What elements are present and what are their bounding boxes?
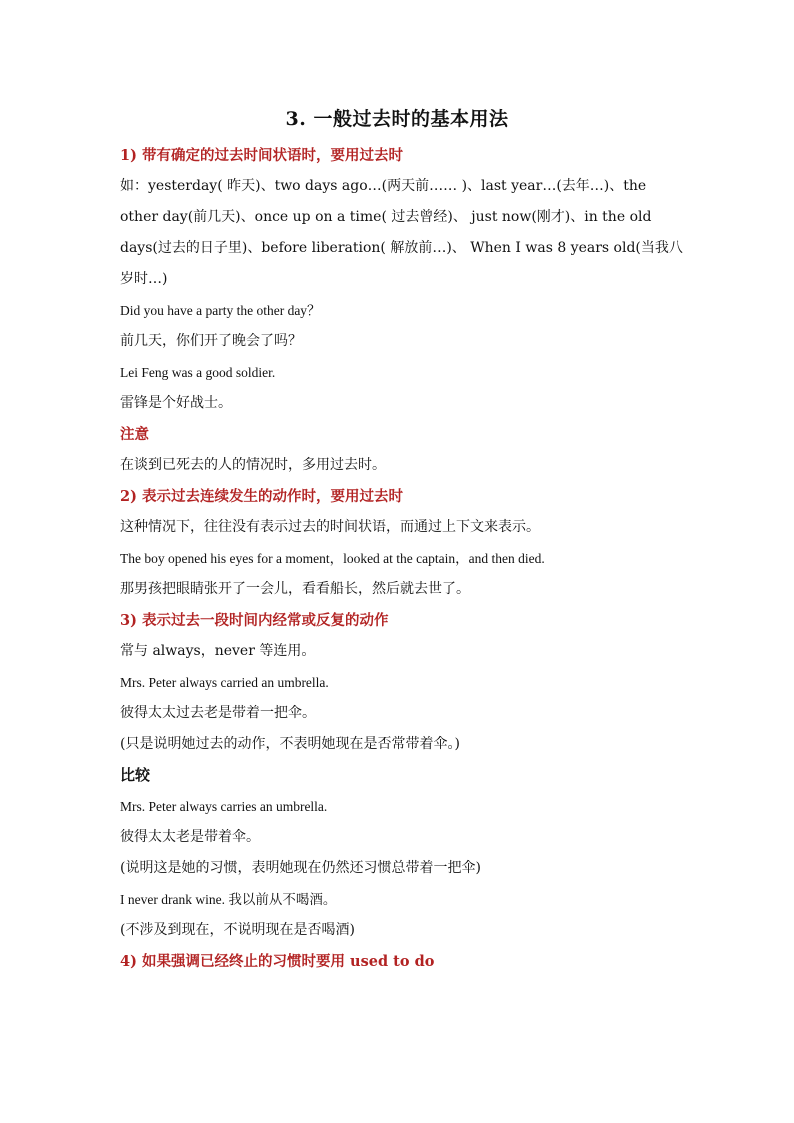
text-line: (不涉及到现在，不说明现在是否喝酒): [120, 922, 355, 938]
text-line: (说明这是她的习惯，表明她现在仍然还习惯总带着一把伞): [120, 860, 481, 876]
document-title: 3. 一般过去时的基本用法: [285, 108, 509, 130]
example-sentence: I never drank wine. 我以前从不喝酒。: [120, 892, 337, 907]
text-line: days(过去的日子里)、before liberation( 解放前…)、 When I was 8 years old(当我八: [120, 240, 683, 256]
text-line: 如：yesterday( 昨天)、two days ago…(两天前…… )、last year…(去年…)、the: [120, 178, 647, 194]
text-line: 这种情况下，往往没有表示过去的时间状语，而通过上下文来表示。: [120, 519, 540, 535]
section-heading: 3) 表示过去一段时间内经常或反复的动作: [120, 612, 389, 629]
text-line: 那男孩把眼睛张开了一会儿，看看船长，然后就去世了。: [120, 581, 470, 597]
example-sentence: Mrs. Peter always carried an umbrella.: [120, 675, 329, 690]
text-line: (只是说明她过去的动作，不表明她现在是否常带着伞。): [120, 736, 460, 752]
text-line: 在谈到已死去的人的情况时，多用过去时。: [120, 457, 386, 473]
section-heading: 4) 如果强调已经终止的习惯时要用 used to do: [120, 953, 435, 970]
text-line: 岁时…): [120, 271, 168, 287]
text-line: other day(前几天)、once up on a time( 过去曾经)、 just now(刚才)、in the old: [120, 209, 652, 225]
section-heading: 1) 带有确定的过去时间状语时，要用过去时: [120, 147, 403, 164]
section-heading: 注意: [120, 426, 149, 443]
example-sentence: The boy opened his eyes for a moment，looked at the captain，and then died.: [120, 551, 545, 566]
subheading: 比较: [120, 766, 151, 784]
example-sentence: Did you have a party the other day？: [120, 303, 321, 318]
example-sentence: Mrs. Peter always carries an umbrella.: [120, 799, 328, 814]
document-body: [120, 140, 690, 977]
text-line: 彼得太太过去老是带着一把伞。: [120, 705, 316, 721]
text-line: 雷锋是个好战士。: [120, 395, 232, 411]
example-sentence: Lei Feng was a good soldier.: [120, 365, 276, 380]
text-line: 前几天，你们开了晚会了吗？: [120, 333, 302, 349]
text-line: 常与 always，never 等连用。: [120, 643, 316, 659]
text-line: 彼得太太老是带着伞。: [120, 829, 260, 845]
section-heading: 2) 表示过去连续发生的动作时，要用过去时: [120, 488, 403, 505]
